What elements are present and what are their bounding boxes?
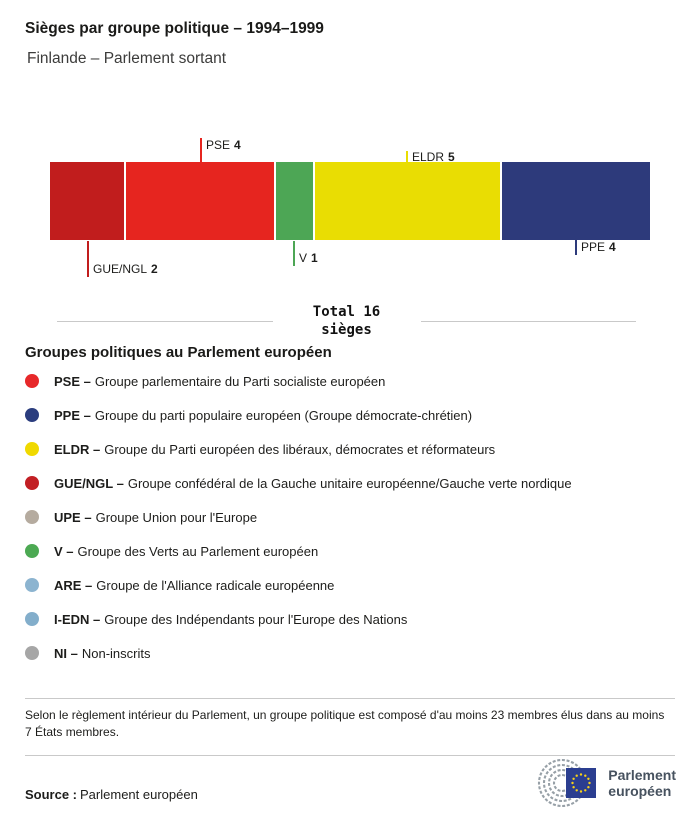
bar-segment-gue-ngl [50, 162, 124, 240]
bar-label-gue-ngl-value: 2 [151, 262, 158, 276]
total-seats-row [57, 303, 636, 339]
legend-item-eldr [25, 432, 675, 466]
legend-item-label: UPE – Groupe Union pour l'Europe [54, 509, 258, 525]
bar-label-v-value: 1 [311, 251, 318, 265]
source-value: Parlement européen [80, 787, 198, 802]
tick-gue-ngl [87, 241, 89, 277]
legend-item-label: NI – Non-inscrits [54, 645, 151, 661]
bar-label-eldr [412, 150, 455, 164]
footnote-divider [25, 698, 675, 699]
eldr-color-dot-icon [25, 442, 39, 456]
legend-item-label: GUE/NGL – Groupe confédéral de la Gauche unitaire européenne/Gauche verte nordique [54, 475, 572, 491]
legend-item-ppe [25, 398, 675, 432]
bar-label-eldr-name: ELDR [412, 150, 445, 164]
source-line [25, 787, 198, 802]
legend-item-label: ELDR – Groupe du Parti européen des libéraux, démocrates et réformateurs [54, 441, 496, 457]
total-seats-line2: sièges [321, 322, 372, 338]
bar-label-v-name: V [299, 251, 308, 265]
ep-logo-wordmark: Parlement européen [608, 767, 676, 799]
legend-item-i-edn [25, 602, 675, 636]
legend-item-are [25, 568, 675, 602]
bar-segment-ppe [502, 162, 650, 240]
v-color-dot-icon [25, 544, 39, 558]
bar-segment-v [276, 162, 313, 240]
total-rule-right [421, 321, 637, 322]
legend-item-label: I-EDN – Groupe des Indépendants pour l'Europe des Nations [54, 611, 408, 627]
i-edn-color-dot-icon [25, 612, 39, 626]
total-rule-left [57, 321, 273, 322]
legend-item-label: ARE – Groupe de l'Alliance radicale européenne [54, 577, 335, 593]
total-seats-label [273, 303, 421, 339]
bar-label-pse [206, 138, 241, 152]
legend-item-upe [25, 500, 675, 534]
legend-item-pse [25, 364, 675, 398]
bar-label-v [299, 251, 318, 265]
bar-label-eldr-value: 5 [448, 150, 455, 164]
seats-stacked-bar-chart [50, 132, 650, 282]
bar-segment-eldr [315, 162, 500, 240]
bar-label-ppe [581, 240, 616, 254]
tick-pse [200, 138, 202, 162]
legend-item-label: PPE – Groupe du parti populaire européen (Groupe démocrate-chrétien) [54, 407, 473, 423]
bar-label-ppe-name: PPE [581, 240, 606, 254]
bar-label-pse-value: 4 [234, 138, 241, 152]
page-subtitle: Finlande – Parlement sortant [27, 50, 227, 67]
stacked-bar [50, 162, 650, 240]
gue-ngl-color-dot-icon [25, 476, 39, 490]
tick-ppe [575, 240, 577, 255]
tick-v [293, 241, 295, 266]
legend-item-label: PSE – Groupe parlementaire du Parti socialiste européen [54, 373, 386, 389]
legend-item-gue-ngl [25, 466, 675, 500]
bar-label-gue-ngl-name: GUE/NGL [93, 262, 148, 276]
european-parliament-logo [536, 758, 676, 808]
footnote: Selon le règlement intérieur du Parlement, un groupe politique est composé d'au moins 23 membres élus dans au moins 7 États membres. [25, 708, 665, 739]
upe-color-dot-icon [25, 510, 39, 524]
total-seats-line1: Total 16 [312, 304, 381, 320]
are-color-dot-icon [25, 578, 39, 592]
ppe-color-dot-icon [25, 408, 39, 422]
ep-hemicycle-icon [536, 758, 600, 808]
ni-color-dot-icon [25, 646, 39, 660]
footer-divider [25, 755, 675, 756]
legend [25, 364, 675, 670]
pse-color-dot-icon [25, 374, 39, 388]
page-title: Sièges par groupe politique – 1994–1999 [25, 20, 324, 37]
tick-eldr [406, 151, 408, 162]
bar-label-ppe-value: 4 [609, 240, 616, 254]
legend-item-v [25, 534, 675, 568]
legend-heading: Groupes politiques au Parlement européen [25, 344, 332, 361]
bar-label-pse-name: PSE [206, 138, 231, 152]
legend-item-ni [25, 636, 675, 670]
bar-segment-pse [126, 162, 274, 240]
eu-flag-icon [566, 768, 596, 798]
source-label: Source : [25, 787, 78, 802]
legend-item-label: V – Groupe des Verts au Parlement européen [54, 543, 319, 559]
bar-label-gue-ngl [93, 262, 158, 276]
